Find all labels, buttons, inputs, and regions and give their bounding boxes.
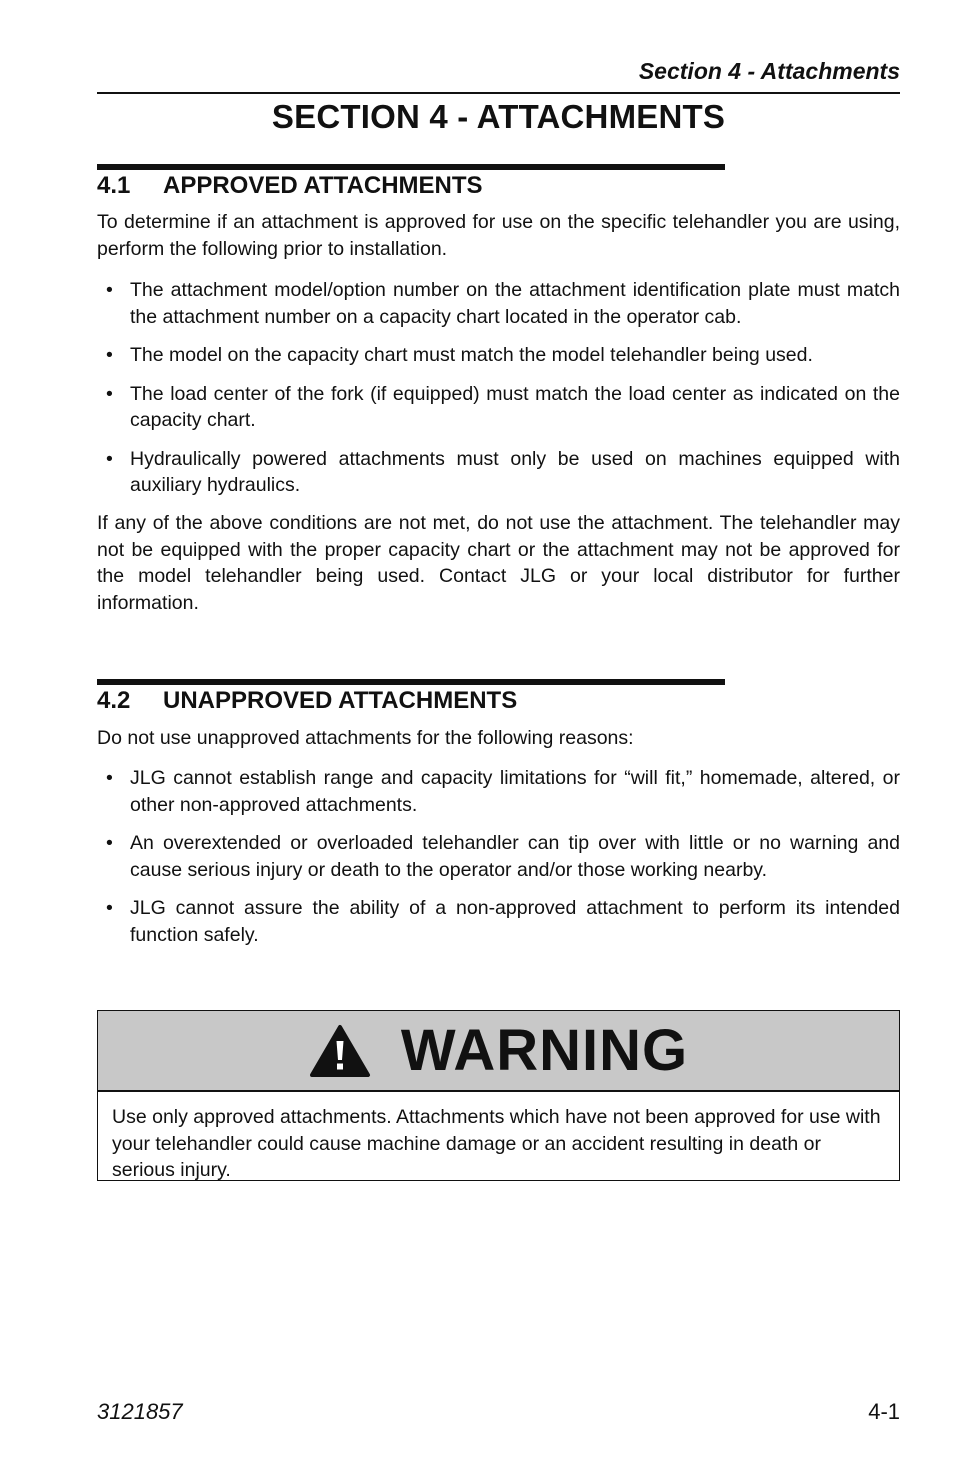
list-item-text: The attachment model/option number on the attachment identification plate must match the attachment number on a capacity chart located in the operator cab. <box>130 279 900 328</box>
section-4-1-heading <box>97 172 483 200</box>
bullet-icon: • <box>106 767 113 789</box>
warning-header <box>98 1011 899 1092</box>
section-title: SECTION 4 - ATTACHMENTS <box>271 98 726 135</box>
list-item-text: The model on the capacity chart must match the model telehandler being used. <box>130 344 813 366</box>
bullet-icon: • <box>106 832 113 854</box>
list-item <box>97 277 900 330</box>
bullet-icon: • <box>106 897 113 919</box>
list-item-text: An overextended or overloaded telehandler can tip over with little or no warning and cause serious injury or death to the operator and/or those working nearby. <box>130 832 900 881</box>
warning-text: Use only approved attachments. Attachments which have not been approved for use with your telehandler could cause machine damage or an accident resulting in death or serious injury. <box>112 1106 881 1181</box>
section-4-1-rule <box>97 164 725 170</box>
list-item-text: JLG cannot establish range and capacity limitations for “will fit,” homemade, altered, or other non-approved attachments. <box>130 767 900 816</box>
warning-label: WARNING <box>400 1018 689 1083</box>
document-number: 3121857 <box>97 1399 183 1424</box>
list-item <box>97 895 900 948</box>
section-4-1-intro: To determine if an attachment is approved for use on the specific telehandler you are using, perform the following prior to installation. <box>97 211 900 260</box>
warning-triangle-icon <box>309 1024 371 1078</box>
running-header: Section 4 - Attachments <box>638 58 900 84</box>
header-rule <box>97 92 900 94</box>
list-item <box>97 342 900 369</box>
section-4-2-rule <box>97 679 725 685</box>
bullet-icon: • <box>106 279 113 301</box>
bullet-icon: • <box>106 447 113 470</box>
section-4-1-bullet-list <box>97 277 900 511</box>
list-item <box>97 381 900 434</box>
list-item-text: The load center of the fork (if equipped) must match the load center as indicated on the capacity chart. <box>130 382 900 431</box>
section-4-1-title: APPROVED ATTACHMENTS <box>163 172 483 199</box>
section-4-2-intro: Do not use unapproved attachments for the following reasons: <box>97 727 634 749</box>
section-4-2-number: 4.2 <box>97 687 131 714</box>
section-4-2-bullet-list <box>97 765 900 960</box>
bullet-icon: • <box>106 382 113 405</box>
list-item-text: Hydraulically powered attachments must only be used on machines equipped with auxiliary hydraulics. <box>130 447 900 496</box>
bullet-icon: • <box>106 344 113 366</box>
list-item <box>97 446 900 499</box>
section-4-2-title: UNAPPROVED ATTACHMENTS <box>163 687 518 714</box>
page-number: 4-1 <box>868 1399 900 1424</box>
list-item <box>97 830 900 883</box>
warning-box <box>97 1010 900 1181</box>
section-4-1-closing: If any of the above conditions are not met, do not use the attachment. The telehandler may not be equipped with the proper capacity chart or the attachment may not be approved for the model telehandler being used. Contact JLG or your local distributor for further information. <box>97 512 900 614</box>
list-item <box>97 765 900 818</box>
list-item-text: JLG cannot assure the ability of a non-approved attachment to perform its intended function safely. <box>130 897 900 946</box>
section-4-2-heading <box>97 687 517 715</box>
section-4-1-number: 4.1 <box>97 172 131 199</box>
